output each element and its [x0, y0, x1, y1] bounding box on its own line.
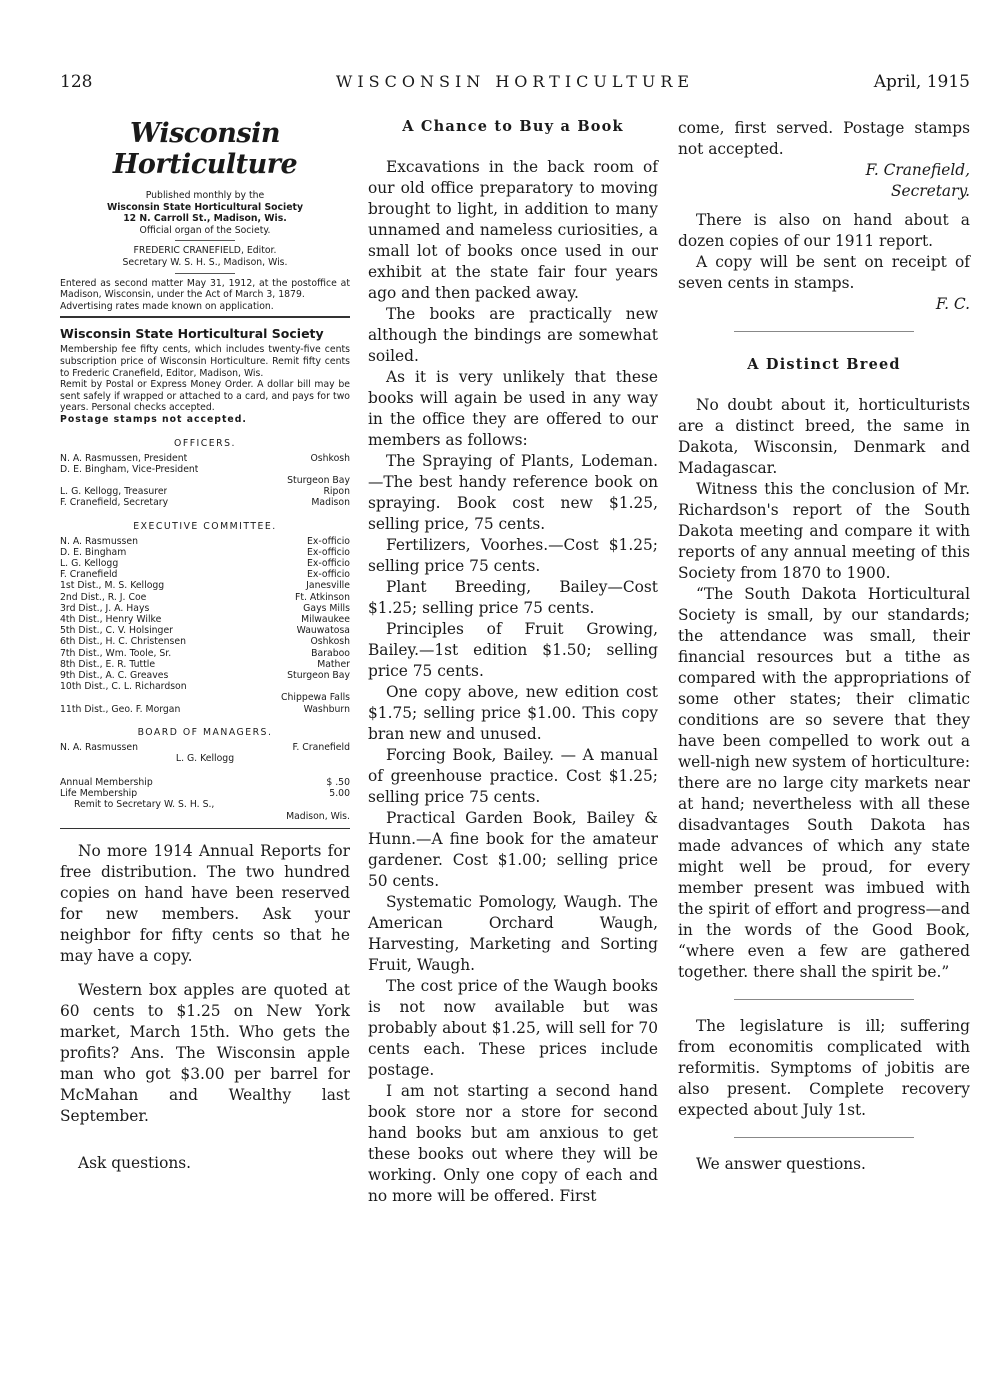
life-membership-row: Life Membership 5.00 [60, 787, 350, 799]
committee-row: D. E. Bingham Ex-officio [60, 546, 350, 558]
ask-questions: Ask questions. [78, 1153, 192, 1172]
committee-row: 3rd Dist., J. A. Hays Gays Mills [60, 602, 350, 614]
committee-row: Chippewa Falls [281, 692, 350, 704]
masthead-entered: Entered as second matter May 31, 1912, at the postoffice at Madison, Wisconsin, under the Act of March 3, 1879. [60, 277, 350, 301]
answer-questions: We answer questions. [696, 1155, 866, 1173]
divider [734, 999, 914, 1000]
committee-row: 2nd Dist., R. J. Coe Ft. Atkinson [60, 591, 350, 603]
article-title: A Chance to Buy a Book [402, 118, 624, 135]
membership-address: Madison, Wis. [286, 810, 350, 822]
report-note: A copy will be sent on receipt of seven cents in stamps. [678, 253, 970, 292]
board-center: L. G. Kellogg [175, 752, 235, 764]
rule [60, 828, 350, 829]
committee-row: 4th Dist., Henry Wilke Milwaukee [60, 613, 350, 625]
divider [175, 273, 235, 274]
signature-initials: F. C. [935, 295, 970, 313]
issue-date: April, 1915 [873, 72, 970, 92]
book-item: Systematic Pomology, Waugh. The American Orchard Waugh, Harvesting, Marketing and Sorting Fruit, Waugh. [368, 893, 658, 974]
quotation: “The South Dakota Horticultural Society is small, by our standards; the attendance was small, their financial resources but a tithe as compared with the appropriations of some other states; their climatic conditions are so severe that they have been compelled to work out a well-nigh new system of horticulture: there are no large city markets near at hand; nevertheless with all these disadvantages South Dakota has made advances of which any state might well be proud, for every member present was imbued with the spirit of effort and progress—and in the words of the Good Book, “where even a few are gathered together. there shall the spirit be.” [678, 585, 970, 981]
book-item: Practical Garden Book, Bailey & Hunn.—A fine book for the amateur gardener. Cost $1.00; selling price 50 cents. [368, 809, 658, 890]
board-heading: BOARD OF MANAGERS. [137, 726, 273, 738]
article-title: A Distinct Breed [747, 356, 901, 373]
signature-title: Secretary. [891, 182, 970, 200]
masthead-address: 12 N. Carroll St., Madison, Wis. [123, 213, 287, 225]
society-title: Wisconsin State Horticultural Society [60, 326, 324, 342]
paragraph: The cost price of the Waugh books is not now available but was probably about $1.25, will sell for 70 cents each. These prices include postage. [368, 977, 658, 1079]
committee-row: L. G. Kellogg Ex-officio [60, 557, 350, 569]
board-row: N. A. Rasmussen F. Cranefield [60, 741, 350, 753]
masthead-society: Wisconsin State Horticultural Society [106, 201, 304, 213]
society-postage: Postage stamps not accepted. [60, 413, 247, 425]
paragraph: Witness this the conclusion of Mr. Richardson's report of the South Dakota meeting and compare it with reports of any annual meeting of this Society from 1870 to 1900. [678, 480, 970, 582]
column-middle [368, 118, 658, 1207]
committee-row: 8th Dist., E. R. Tuttle Mather [60, 658, 350, 670]
officer-row: F. Cranefield, Secretary Madison [60, 497, 350, 509]
column-left [60, 118, 350, 1174]
executive-heading: EXECUTIVE COMMITTEE. [133, 520, 277, 532]
committee-row: 5th Dist., C. V. Holsinger Wauwatosa [60, 625, 350, 637]
committee-row: 6th Dist., H. C. Christensen Oshkosh [60, 636, 350, 648]
paragraph: As it is very unlikely that these books will again be used in any way in the office they are offered to our members as follows: [368, 368, 658, 449]
book-item: The Spraying of Plants, Lodeman.—The best handy reference book on spraying. Book cost new $1.25, selling price, 75 cents. [368, 452, 658, 533]
divider [734, 1137, 914, 1138]
paragraph: The books are practically new although the bindings are somewhat soiled. [368, 305, 658, 365]
page-header [60, 72, 970, 98]
paragraph: No doubt about it, horticulturists are a distinct breed, the same in Dakota, Wisconsin, Denmark and Madagascar. [678, 396, 970, 477]
officer-row: D. E. Bingham, Vice-President [60, 463, 199, 475]
divider [734, 331, 914, 332]
book-item: Plant Breeding, Bailey—Cost $1.25; selling price 75 cents. [368, 578, 658, 617]
committee-row: 9th Dist., A. C. Greaves Sturgeon Bay [60, 669, 350, 681]
book-item: Principles of Fruit Growing, Bailey.—1st edition $1.50; selling price 75 cents. [368, 620, 658, 680]
running-title: WISCONSIN HORTICULTURE [335, 72, 695, 91]
society-membership: Membership fee fifty cents, which includes twenty-five cents subscription price of Wisconsin Horticulture. Remit fifty cents to Frederic Cranefield, Editor, Madison, Wis. [60, 344, 350, 379]
paragraph: I am not starting a second hand book store nor a store for second hand books but am anxious to get these books out where they will be working. Only one copy of each and no more will be offered. First [368, 1082, 658, 1205]
committee-row: 1st Dist., M. S. Kellogg Janesville [60, 580, 350, 592]
paragraph: Excavations in the back room of our old office preparatory to moving brought to light, in addition to many unnamed and nameless curiosities, a small lot of books once used in our exhibit at the state fair four years ago and then packed away. [368, 158, 658, 302]
column-right [678, 118, 970, 1175]
reports-note: No more 1914 Annual Reports for free distribution. The two hundred copies on hand have been reserved for new members. Ask your neighbor for fifty cents so that he may have a copy. [60, 841, 350, 965]
committee-row: F. Cranefield Ex-officio [60, 569, 350, 581]
committee-row: 10th Dist., C. L. Richardson [60, 681, 187, 693]
officer-row: Sturgeon Bay [287, 474, 350, 486]
officer-row: L. G. Kellogg, Treasurer Ripon [60, 486, 350, 498]
article-continuation: come, first served. Postage stamps not accepted. [678, 119, 970, 158]
officer-row: N. A. Rasmussen, President Oshkosh [60, 452, 350, 464]
legislature-note: The legislature is ill; suffering from economitis complicated with reformitis. Symptoms of jobitis are also present. Complete recovery expected about July 1st. [678, 1017, 970, 1119]
book-item: Fertilizers, Voorhes.—Cost $1.25; selling price 75 cents. [368, 536, 658, 575]
committee-row: 11th Dist., Geo. F. Morgan Washburn [60, 703, 350, 715]
society-remit: Remit by Postal or Express Money Order. A dollar bill may be sent safely if wrapped or attached to a card, and pays for two years. Personal checks accepted. [60, 379, 350, 414]
committee-row: N. A. Rasmussen Ex-officio [60, 535, 350, 547]
masthead-secretary: Secretary W. S. H. S., Madison, Wis. [122, 256, 288, 268]
masthead-title: Wisconsin Horticulture [112, 118, 298, 180]
book-item: Forcing Book, Bailey. — A manual of greenhouse practice. Cost $1.25; selling price 75 cents. [368, 746, 658, 806]
membership-remit: Remit to Secretary W. S. H. S., [74, 798, 215, 810]
executive-list [60, 536, 350, 715]
book-item: One copy above, new edition cost $1.75; selling price $1.00. This copy bran new and unused. [368, 683, 658, 743]
rule [60, 316, 350, 318]
annual-membership-row: Annual Membership $ .50 [60, 776, 350, 788]
committee-row: 7th Dist., Wm. Toole, Sr. Baraboo [60, 647, 350, 659]
masthead-advertising: Advertising rates made known on application. [60, 300, 274, 312]
masthead-organ: Official organ of the Society. [139, 224, 271, 236]
page-number: 128 [60, 72, 93, 92]
masthead-editor: FREDERIC CRANEFIELD, Editor. [133, 245, 277, 257]
report-note: There is also on hand about a dozen copies of our 1911 report. [678, 211, 970, 250]
divider [175, 240, 235, 241]
signature-name: F. Cranefield, [865, 161, 970, 179]
officers-list [60, 453, 350, 509]
box-apples-note: Western box apples are quoted at 60 cents to $1.25 on New York market, March 15th. Who gets the profits? Ans. The Wisconsin apple man who got $3.00 per barrel for McMahan and Wealthy last September. [60, 980, 350, 1125]
officers-heading: OFFICERS. [174, 437, 236, 449]
masthead-published: Published monthly by the [145, 190, 265, 201]
